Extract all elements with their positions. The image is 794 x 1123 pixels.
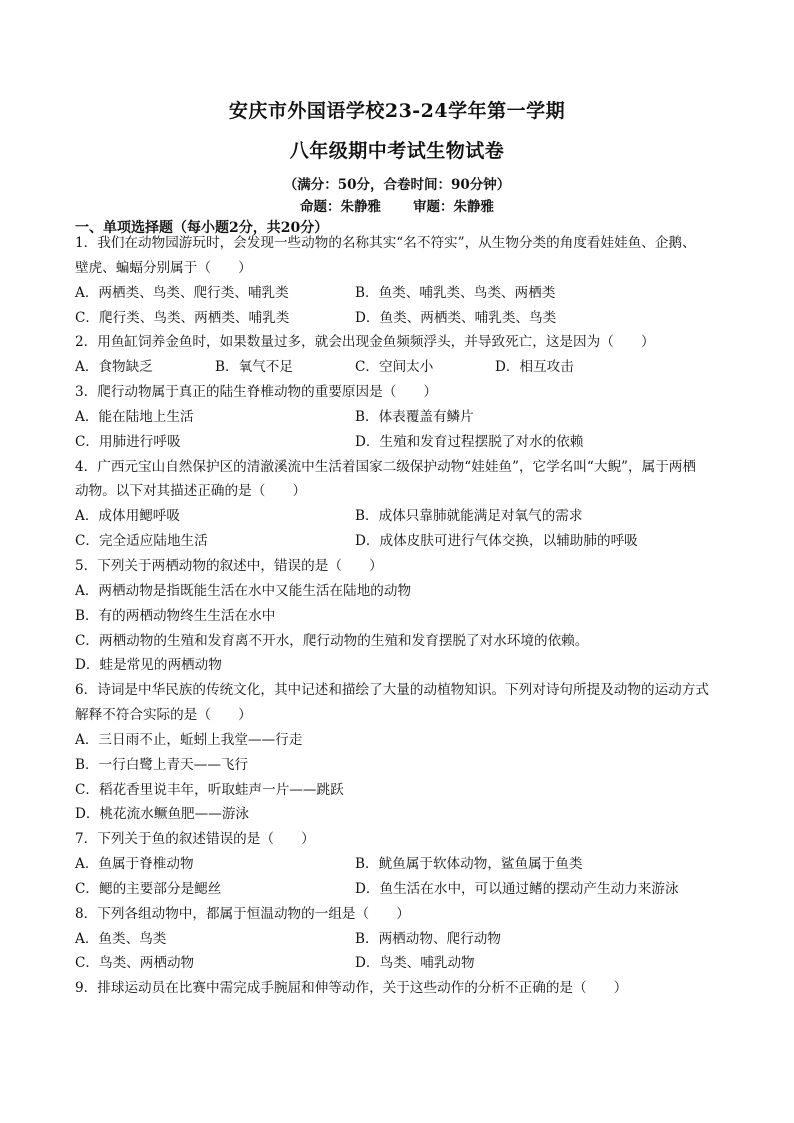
option-c: C．两栖动物的生殖和发育离不开水，爬行动物的生殖和发育摆脱了对水环境的依赖。 — [75, 632, 589, 649]
option-d: D．蛙是常见的两栖动物 — [75, 657, 222, 674]
question-stem: 壁虎、蝙蝠分别属于（ ） — [75, 259, 252, 276]
question-stem: 4．广西元宝山自然保护区的清澈溪流中生活着国家二级保护动物“娃娃鱼”，它学名叫“大鲵”，属于两栖 — [75, 458, 696, 475]
options-row — [75, 405, 735, 430]
option-b: B．两栖动物、爬行动物 — [355, 930, 501, 947]
option-b: B．成体只靠肺就能满足对氧气的需求 — [355, 508, 583, 525]
options-row — [75, 430, 735, 455]
question-4 — [75, 455, 735, 554]
score-time-info: （满分：50分，合卷时间：90分钟） — [283, 177, 511, 193]
question-stem: 2．用鱼缸饲养金鱼时，如果数量过多，就会出现金鱼频频浮头，并导致死亡，这是因为（ ） — [75, 334, 655, 351]
options-row — [75, 877, 735, 902]
option-a: A．能在陆地上生活 — [75, 408, 194, 425]
question-list — [75, 231, 735, 1001]
section-title: 一、单项选择题（每小题2分，共20分） — [75, 220, 329, 236]
option-c: C．鳃的主要部分是鳃丝 — [75, 880, 222, 897]
option-d: D．鱼类、两栖类、哺乳类、鸟类 — [355, 309, 557, 326]
options-row — [75, 306, 735, 331]
options-row — [75, 927, 735, 952]
option-b: B．氧气不足 — [215, 359, 293, 376]
question-stem: 1．我们在动物园游玩时，会发现一些动物的名称其实“名不符实”，从生物分类的角度看娃娃鱼、企鹅、 — [75, 235, 696, 251]
option-a: A．三日雨不止，蚯蚓上我堂——行走 — [75, 731, 303, 748]
option-a: A．两栖类、鸟类、爬行类、哺乳类 — [75, 284, 289, 301]
options-row — [75, 281, 735, 306]
question-2 — [75, 330, 735, 380]
question-stem: 8．下列各组动物中，都属于恒温动物的一组是（ ） — [75, 905, 410, 922]
option-a: A．成体用鳃呼吸 — [75, 508, 180, 525]
question-stem: 7．下列关于鱼的叙述错误的是（ ） — [75, 831, 315, 848]
option-b: B．鱼类、哺乳类、鸟类、两栖类 — [355, 284, 556, 301]
option-a: A．鱼属于脊椎动物 — [75, 856, 194, 873]
option-d: D．成体皮肤可进行气体交换，以辅助肺的呼吸 — [355, 533, 638, 550]
options-row — [75, 852, 735, 877]
options-row — [75, 504, 735, 529]
question-stem: 3．爬行动物属于真正的陆生脊椎动物的重要原因是（ ） — [75, 384, 438, 401]
author-label: 命题：朱静雅 — [300, 199, 381, 215]
reviewer-label: 审题：朱静雅 — [413, 199, 494, 215]
question-7 — [75, 827, 735, 902]
option-c: C．用肺进行呼吸 — [75, 433, 181, 450]
question-stem: 动物。以下对其描述正确的是（ ） — [75, 483, 307, 500]
option-d: D．相互攻击 — [495, 359, 574, 376]
question-stem: 6．诗词是中华民族的传统文化，其中记述和描绘了大量的动植物知识。下列对诗句所提及动物的运动方式 — [75, 682, 709, 699]
option-d: D．生殖和发育过程摆脱了对水的依赖 — [355, 433, 584, 450]
option-c: C．空间太小 — [355, 359, 434, 376]
options-row — [75, 355, 735, 380]
question-stem: 9．排球运动员在比赛中需完成手腕屈和伸等动作，关于这些动作的分析不正确的是（ ） — [75, 980, 628, 997]
author-info — [0, 195, 794, 215]
question-1 — [75, 231, 735, 330]
option-d: D．鸟类、哺乳动物 — [355, 955, 475, 972]
options-row — [75, 951, 735, 976]
option-a: A．两栖动物是指既能生活在水中又能生活在陆地的动物 — [75, 582, 412, 599]
question-8 — [75, 902, 735, 977]
option-b: B．体表覆盖有鳞片 — [355, 408, 474, 425]
options-row — [75, 529, 735, 554]
option-a: A．食物缺乏 — [75, 359, 153, 376]
option-b: B．一行白鹭上青天——飞行 — [75, 756, 249, 773]
exam-subject-title: 八年级期中考试生物试卷 — [289, 140, 505, 162]
question-3 — [75, 380, 735, 455]
option-d: D．桃花流水鳜鱼肥——游泳 — [75, 806, 250, 823]
question-stem: 解释不符合实际的是（ ） — [75, 707, 252, 724]
option-d: D．鱼生活在水中，可以通过鳍的摆动产生动力来游泳 — [355, 880, 679, 897]
option-c: C．爬行类、鸟类、两栖类、哺乳类 — [75, 309, 290, 326]
option-a: A．鱼类、鸟类 — [75, 930, 167, 947]
exam-school-title: 安庆市外国语学校23-24学年第一学期 — [228, 100, 566, 122]
option-b: B．有的两栖动物终生生活在水中 — [75, 607, 276, 624]
question-9 — [75, 976, 735, 1001]
option-c: C．稻花香里说丰年，听取蛙声一片——跳跃 — [75, 781, 344, 798]
option-b: B．鱿鱼属于软体动物，鲨鱼属于鱼类 — [355, 856, 583, 873]
question-stem: 5．下列关于两栖动物的叙述中，错误的是（ ） — [75, 557, 383, 574]
question-6 — [75, 678, 735, 827]
option-c: C．完全适应陆地生活 — [75, 533, 208, 550]
option-c: C．鸟类、两栖动物 — [75, 955, 195, 972]
question-5 — [75, 554, 735, 678]
